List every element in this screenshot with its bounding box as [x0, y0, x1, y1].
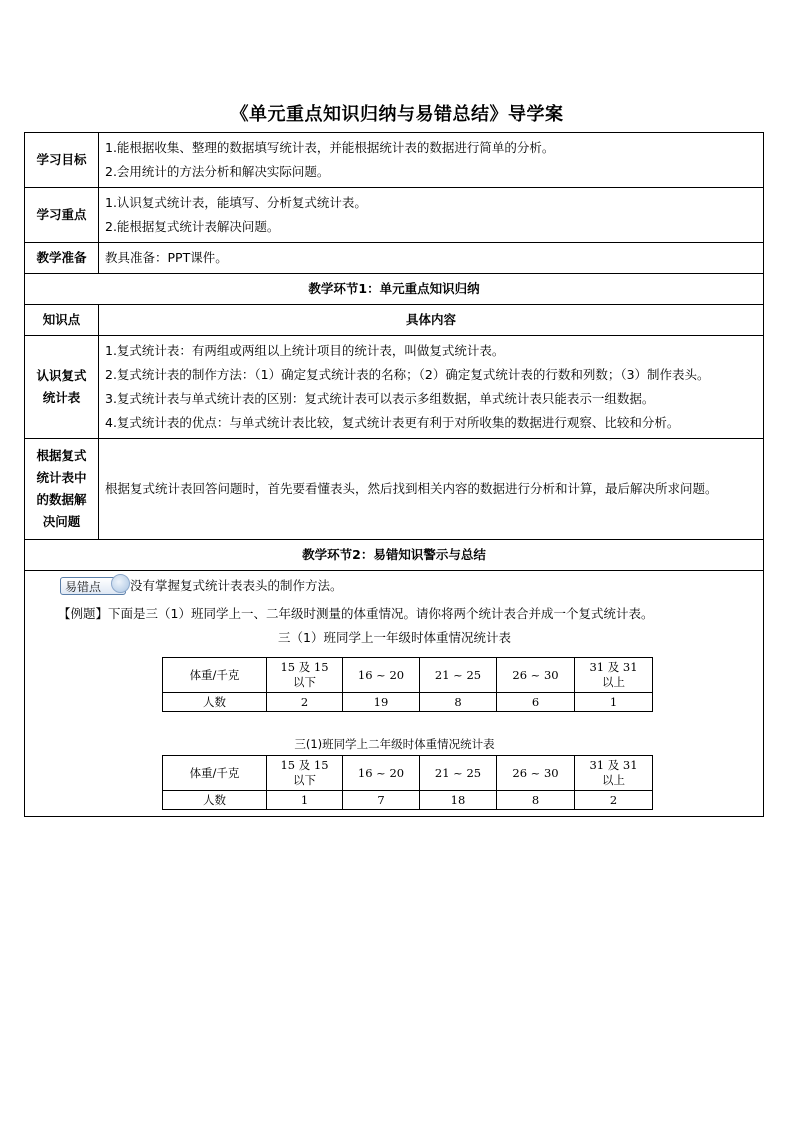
- table-cell: 1: [267, 791, 343, 810]
- table-header-cell: 体重/千克: [163, 658, 267, 693]
- table-header-cell: 15 及 15 以下: [267, 756, 343, 791]
- goal-item: 1.能根据收集、整理的数据填写统计表，并能根据统计表的数据进行简单的分析。: [105, 140, 555, 155]
- table-header-cell: 26 ~ 30: [497, 756, 575, 791]
- focus-content: [99, 188, 764, 243]
- prep-content: 教具准备：PPT课件。: [99, 243, 764, 274]
- table-header-cell: 31 及 31 以上: [575, 756, 653, 791]
- grade2-weight-table: [162, 755, 653, 810]
- lesson-plan-table: [24, 132, 764, 817]
- table-header-cell: 15 及 15 以下: [267, 658, 343, 693]
- table-row-label: 人数: [163, 791, 267, 810]
- badge-circle-icon: [111, 574, 130, 593]
- section2-heading: 教学环节2：易错知识警示与总结: [25, 540, 764, 571]
- section2-body-row: [25, 571, 764, 817]
- knowledge-content: [99, 336, 764, 439]
- table-header-cell: 31 及 31 以上: [575, 658, 653, 693]
- table-cell: 1: [575, 693, 653, 712]
- knowledge-label: 认识复式统计表: [25, 336, 99, 439]
- table-row: [163, 791, 653, 810]
- knowledge-label: 根据复式统计表中的数据解决问题: [25, 439, 99, 540]
- knowledge-item: 3.复式统计表与单式统计表的区别：复式统计表可以表示多组数据，单式统计表只能表示一组数据。: [105, 391, 655, 406]
- focus-label: 学习重点: [25, 188, 99, 243]
- table-cell: 2: [575, 791, 653, 810]
- knowledge-item: 4.复式统计表的优点：与单式统计表比较，复式统计表更有利于对所收集的数据进行观察、比较和分析。: [105, 415, 680, 430]
- table-header-cell: 26 ~ 30: [497, 658, 575, 693]
- knowledge-item: 根据复式统计表回答问题时，首先要看懂表头，然后找到相关内容的数据进行分析和计算，最后解决所求问题。: [105, 481, 718, 496]
- table1-caption: 三（1）班同学上一年级时体重情况统计表: [278, 630, 511, 645]
- table-cell: 6: [497, 693, 575, 712]
- table-cell: 2: [267, 693, 343, 712]
- table-header-cell: 体重/千克: [163, 756, 267, 791]
- knowledge-item: 2.复式统计表的制作方法：（1）确定复式统计表的名称；（2）确定复式统计表的行数和列数；（3）制作表头。: [105, 367, 710, 382]
- section1-heading-row: [25, 274, 764, 305]
- prep-label: 教学准备: [25, 243, 99, 274]
- table-row: [163, 693, 653, 712]
- goals-row: [25, 133, 764, 188]
- column-header-content: 具体内容: [99, 305, 764, 336]
- table-header-cell: 21 ~ 25: [420, 658, 497, 693]
- grade1-weight-table: [162, 657, 653, 712]
- focus-item: 2.能根据复式统计表解决问题。: [105, 219, 280, 234]
- page-title: 《单元重点知识归纳与易错总结》导学案: [230, 104, 564, 125]
- knowledge-item: 1.复式统计表：有两组或两组以上统计项目的统计表，叫做复式统计表。: [105, 343, 505, 358]
- table-cell: 8: [497, 791, 575, 810]
- table-header-cell: 16 ~ 20: [343, 756, 420, 791]
- focus-row: [25, 188, 764, 243]
- section1-heading: 教学环节1：单元重点知识归纳: [25, 274, 764, 305]
- column-header-point: 知识点: [25, 305, 99, 336]
- table-header-row: [163, 658, 653, 693]
- table-header-row: [163, 756, 653, 791]
- table-cell: 19: [343, 693, 420, 712]
- example-text: 【例题】下面是三（1）班同学上一、二年级时测量的体重情况。请你将两个统计表合并成一个复式统计表。: [58, 606, 654, 621]
- section1-columns-row: [25, 305, 764, 336]
- goal-item: 2.会用统计的方法分析和解决实际问题。: [105, 164, 330, 179]
- mistake-text: 没有掌握复式统计表表头的制作方法。: [130, 578, 343, 593]
- mistake-badge: 易错点: [60, 577, 126, 595]
- section2-body: [25, 571, 764, 817]
- table2-caption: 三(1)班同学上二年级时体重情况统计表: [294, 737, 495, 751]
- goals-label: 学习目标: [25, 133, 99, 188]
- table-row-label: 人数: [163, 693, 267, 712]
- prep-row: [25, 243, 764, 274]
- table-header-cell: 16 ~ 20: [343, 658, 420, 693]
- knowledge-content: [99, 439, 764, 540]
- table-cell: 18: [420, 791, 497, 810]
- section2-heading-row: [25, 540, 764, 571]
- table-cell: 8: [420, 693, 497, 712]
- knowledge-row: [25, 439, 764, 540]
- goals-content: [99, 133, 764, 188]
- table-cell: 7: [343, 791, 420, 810]
- knowledge-row: [25, 336, 764, 439]
- focus-item: 1.认识复式统计表，能填写、分析复式统计表。: [105, 195, 367, 210]
- table-header-cell: 21 ~ 25: [420, 756, 497, 791]
